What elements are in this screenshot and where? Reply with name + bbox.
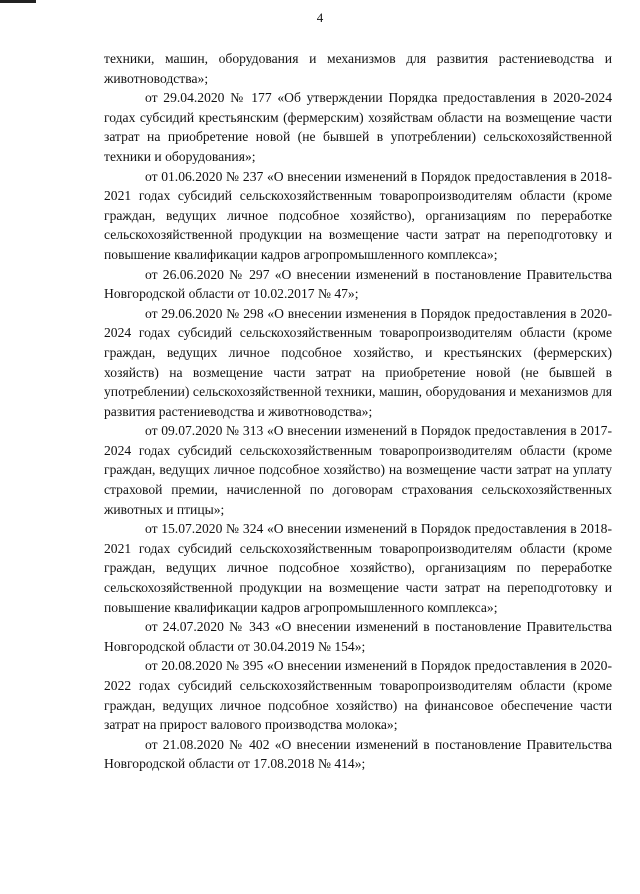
paragraph-resolution-324: от 15.07.2020 № 324 «О внесении изменений в Порядок предоставления в 2018-2021 годах субсидий сельскохозяйственным товаропроизводителям области (кроме граждан, ведущих личное подсобное хозяйство), организациям по переработке сельскохозяйственной продукции на возмещение части затрат на переподготовку и повышение квалификации кадров агропромышленного комплекса»; — [104, 521, 612, 615]
paragraph-resolution-237: от 01.06.2020 № 237 «О внесении изменений в Порядок предоставления в 2018-2021 годах субсидий сельскохозяйственным товаропроизводителям области (кроме граждан, ведущих личное подсобное хозяйство), организациям по переработке сельскохозяйственной продукции на возмещение части затрат на переподготовку и повышение квалификации кадров агропромышленного комплекса»; — [104, 168, 612, 262]
paragraph-resolution-402: от 21.08.2020 № 402 «О внесении изменений в постановление Правительства Новгородской области от 17.08.2018 № 414»; — [104, 736, 612, 772]
paragraph-resolution-177: от 29.04.2020 № 177 «Об утверждении Порядка предоставления в 2020-2024 годах субсидий крестьянским (фермерским) хозяйствам области на возмещение части затрат на приобретение новой (не бывшей в употреблении) сельскохозяйственной техники и оборудования»; — [104, 90, 612, 164]
document-body — [104, 49, 612, 774]
scan-corner-mark — [0, 0, 36, 3]
paragraph-resolution-343: от 24.07.2020 № 343 «О внесении изменений в постановление Правительства Новгородской области от 30.04.2019 № 154»; — [104, 619, 612, 654]
paragraph-resolution-298: от 29.06.2020 № 298 «О внесении изменения в Порядок предоставления в 2020-2024 годах субсидий сельскохозяйственным товаропроизводителям области (кроме граждан, ведущих личное подсобное хозяйство, и крестьянских (фермерских) хозяйств) на возмещение части затрат на приобретение новой (не бывшей в употреблении) сельскохозяйственной техники, машин, оборудования и механизмов для развития растениеводства и животноводства»; — [104, 305, 612, 419]
paragraph-resolution-297: от 26.06.2020 № 297 «О внесении изменений в постановление Правительства Новгородской области от 10.02.2017 № 47»; — [104, 266, 612, 302]
paragraph-continuation: техники, машин, оборудования и механизмов для развития растениеводства и животноводства»; — [104, 51, 612, 86]
page-number: 4 — [316, 10, 324, 25]
paragraph-resolution-313: от 09.07.2020 № 313 «О внесении изменений в Порядок предоставления в 2017-2024 годах субсидий сельскохозяйственным товаропроизводителям области (кроме граждан, ведущих личное подсобное хозяйство) на возмещение части затрат на уплату страховой премии, начисленной по договорам страхования сельскохозяйственных животных и птицы»; — [104, 423, 612, 517]
paragraph-resolution-395: от 20.08.2020 № 395 «О внесении изменений в Порядок предоставления в 2020-2022 годах субсидий сельскохозяйственным товаропроизводителям области (кроме граждан, ведущих личное подсобное хозяйство) на финансовое обеспечение части затрат на прирост валового производства молока»; — [104, 658, 612, 733]
